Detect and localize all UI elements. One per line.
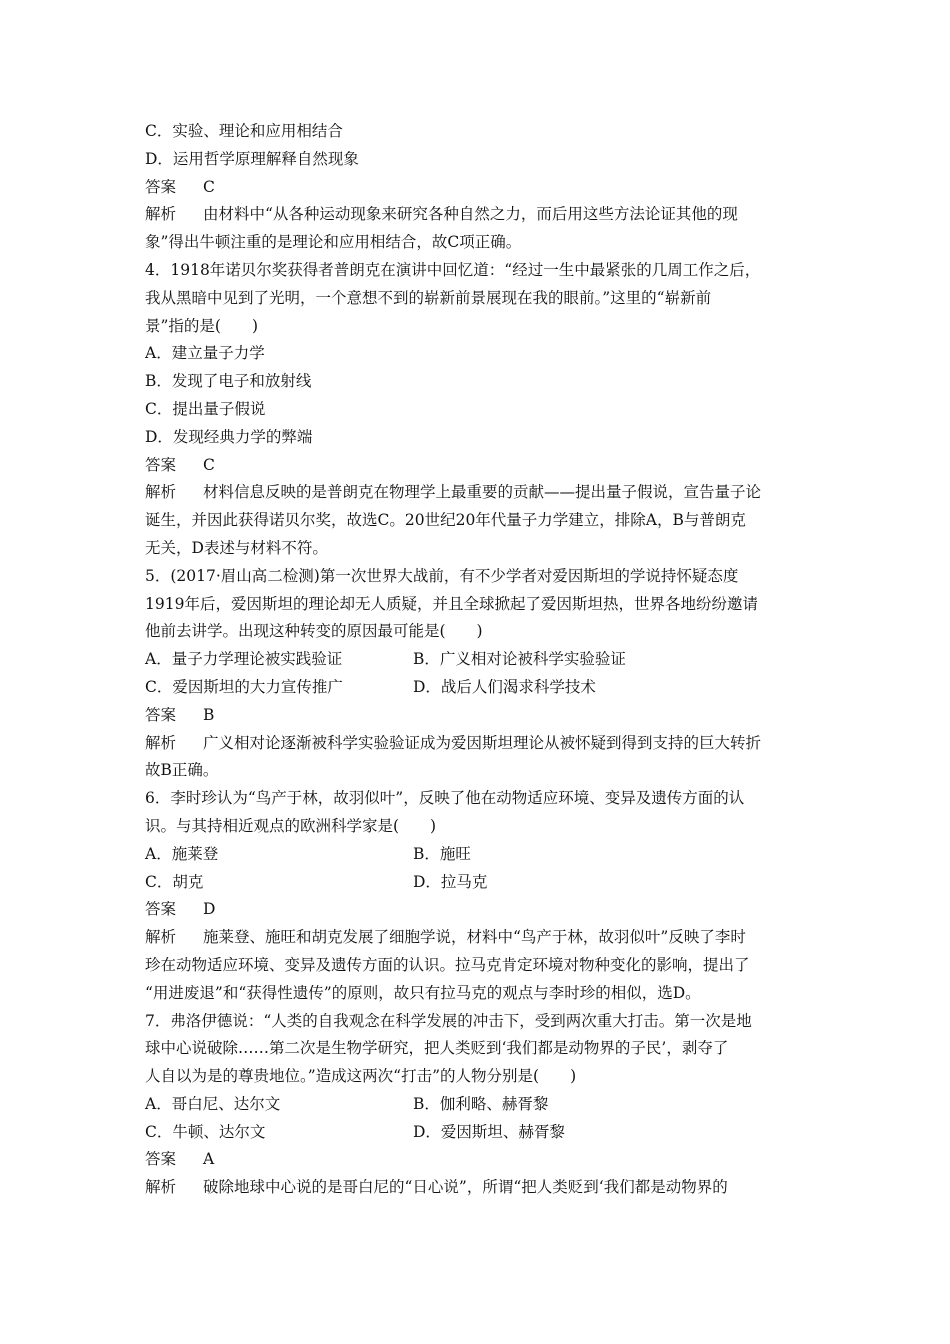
q6-stem-line-2: 识。与其持相近观点的欧洲科学家是( ) xyxy=(145,816,437,835)
q5-analysis-line-1 xyxy=(145,730,817,758)
q3-analysis-line-2: 象”得出牛顿注重的是理论和应用相结合，故C项正确。 xyxy=(145,233,522,252)
q3-option-c: C．实验、理论和应用相结合 xyxy=(145,122,343,140)
q6-options-row-2 xyxy=(145,869,817,897)
q7-option-d: D．爱因斯坦、赫胥黎 xyxy=(413,1122,565,1141)
q5-analysis-text: 广义相对论逐渐被科学实验验证成为爱因斯坦理论从被怀疑到得到支持的巨大转折 xyxy=(203,733,762,752)
q4-answer xyxy=(145,452,817,480)
q4-answer-value: C xyxy=(203,455,215,474)
q5-stem-line-1: 5．(2017·眉山高二检测)第一次世界大战前，有不少学者对爱因斯坦的学说持怀疑态度 xyxy=(145,566,739,585)
q5-options-row-2 xyxy=(145,674,817,702)
q7-stem-line-3: 人自以为是的尊贵地位。”造成这两次“打击”的人物分别是( ) xyxy=(145,1067,577,1086)
q6-analysis-line-2: 珍在动物适应环境、变异及遗传方面的认识。拉马克肯定环境对物种变化的影响，提出了 xyxy=(145,955,750,974)
answer-label: 答案 xyxy=(145,177,177,196)
q7-option-a: A．哥白尼、达尔文 xyxy=(145,1094,281,1113)
q4-option-a: A．建立量子力学 xyxy=(145,344,265,363)
q6-option-c: C．胡克 xyxy=(145,872,204,891)
q4-stem-line-1: 4．1918年诺贝尔奖获得者普朗克在演讲中回忆道：“经过一生中最紧张的几周工作之后， xyxy=(145,260,761,279)
answer-label: 答案 xyxy=(145,1150,177,1169)
q5-analysis-line-2: 故B正确。 xyxy=(145,761,219,780)
analysis-label: 解析 xyxy=(145,483,177,502)
q6-option-a: A．施莱登 xyxy=(145,844,219,863)
answer-label: 答案 xyxy=(145,455,177,474)
q6-option-b: B．施旺 xyxy=(413,844,471,863)
q4-stem-line-2: 我从黑暗中见到了光明，一个意想不到的崭新前景展现在我的眼前。”这里的“崭新前 xyxy=(145,288,712,307)
q5-option-c: C．爱因斯坦的大力宣传推广 xyxy=(145,677,343,696)
q6-options-row-1 xyxy=(145,841,817,869)
analysis-label: 解析 xyxy=(145,733,177,752)
q7-answer-value: A xyxy=(203,1150,215,1169)
q6-analysis-line-1 xyxy=(145,924,817,952)
q5-stem-line-3: 他前去讲学。出现这种转变的原因最可能是( ) xyxy=(145,622,483,641)
q7-options-row-1 xyxy=(145,1091,817,1119)
q6-answer-value: D xyxy=(203,900,216,919)
q4-option-c: C．提出量子假说 xyxy=(145,399,266,418)
answer-label: 答案 xyxy=(145,900,177,919)
q6-answer xyxy=(145,896,817,924)
q7-option-c: C．牛顿、达尔文 xyxy=(145,1122,266,1141)
q4-stem-line-3: 景”指的是( ) xyxy=(145,316,259,335)
q7-analysis-line-1 xyxy=(145,1174,817,1202)
q4-analysis-line-2: 诞生，并因此获得诺贝尔奖，故选C。20世纪20年代量子力学建立，排除A，B与普朗克 xyxy=(145,511,746,530)
q7-options-row-2 xyxy=(145,1119,817,1147)
q5-option-a: A．量子力学理论被实践验证 xyxy=(145,650,343,669)
answer-label: 答案 xyxy=(145,705,177,724)
q4-analysis-line-3: 无关，D表述与材料不符。 xyxy=(145,538,328,557)
q7-option-b: B．伽利略、赫胥黎 xyxy=(413,1094,549,1113)
q5-options-row-1 xyxy=(145,646,817,674)
q5-answer-value: B xyxy=(203,705,215,724)
q3-analysis-text: 由材料中“从各种运动现象来研究各种自然之力，而后用这些方法论证其他的现 xyxy=(203,205,738,224)
q3-option-d: D．运用哲学原理解释自然现象 xyxy=(145,149,359,168)
q7-stem-line-2: 球中心说破除……第二次是生物学研究，把人类贬到‘我们都是动物界的子民’，剥夺了 xyxy=(145,1039,729,1058)
q6-analysis-text: 施莱登、施旺和胡克发展了细胞学说，材料中“鸟产于林，故羽似叶”反映了李时 xyxy=(203,928,746,947)
q7-answer xyxy=(145,1146,817,1174)
analysis-label: 解析 xyxy=(145,1178,177,1197)
q3-answer-value: C xyxy=(203,177,215,196)
q6-option-d: D．拉马克 xyxy=(413,872,488,891)
q6-analysis-line-3: “用进废退”和“获得性遗传”的原则，故只有拉马克的观点与李时珍的相似，选D。 xyxy=(145,983,701,1002)
q7-stem-line-1: 7．弗洛伊德说：“人类的自我观念在科学发展的冲击下，受到两次重大打击。第一次是地 xyxy=(145,1011,752,1030)
q5-option-b: B．广义相对论被科学实验验证 xyxy=(413,650,626,669)
q3-analysis-line-1 xyxy=(145,201,817,229)
exam-page xyxy=(145,118,817,1202)
q5-option-d: D．战后人们渴求科学技术 xyxy=(413,677,596,696)
q4-analysis-text: 材料信息反映的是普朗克在物理学上最重要的贡献——提出量子假说，宣告量子论 xyxy=(203,483,762,502)
q4-analysis-line-1 xyxy=(145,479,817,507)
analysis-label: 解析 xyxy=(145,928,177,947)
analysis-label: 解析 xyxy=(145,205,177,224)
q5-stem-line-2: 1919年后，爱因斯坦的理论却无人质疑，并且全球掀起了爱因斯坦热，世界各地纷纷邀请 xyxy=(145,594,758,613)
q4-option-d: D．发现经典力学的弊端 xyxy=(145,427,313,446)
q3-answer xyxy=(145,174,817,202)
q6-stem-line-1: 6．李时珍认为“鸟产于林，故羽似叶”，反映了他在动物适应环境、变异及遗传方面的认 xyxy=(145,789,745,808)
q7-analysis-text: 破除地球中心说的是哥白尼的“日心说”，所谓“把人类贬到‘我们都是动物界的 xyxy=(203,1178,728,1197)
q5-answer xyxy=(145,702,817,730)
q4-option-b: B．发现了电子和放射线 xyxy=(145,372,312,391)
